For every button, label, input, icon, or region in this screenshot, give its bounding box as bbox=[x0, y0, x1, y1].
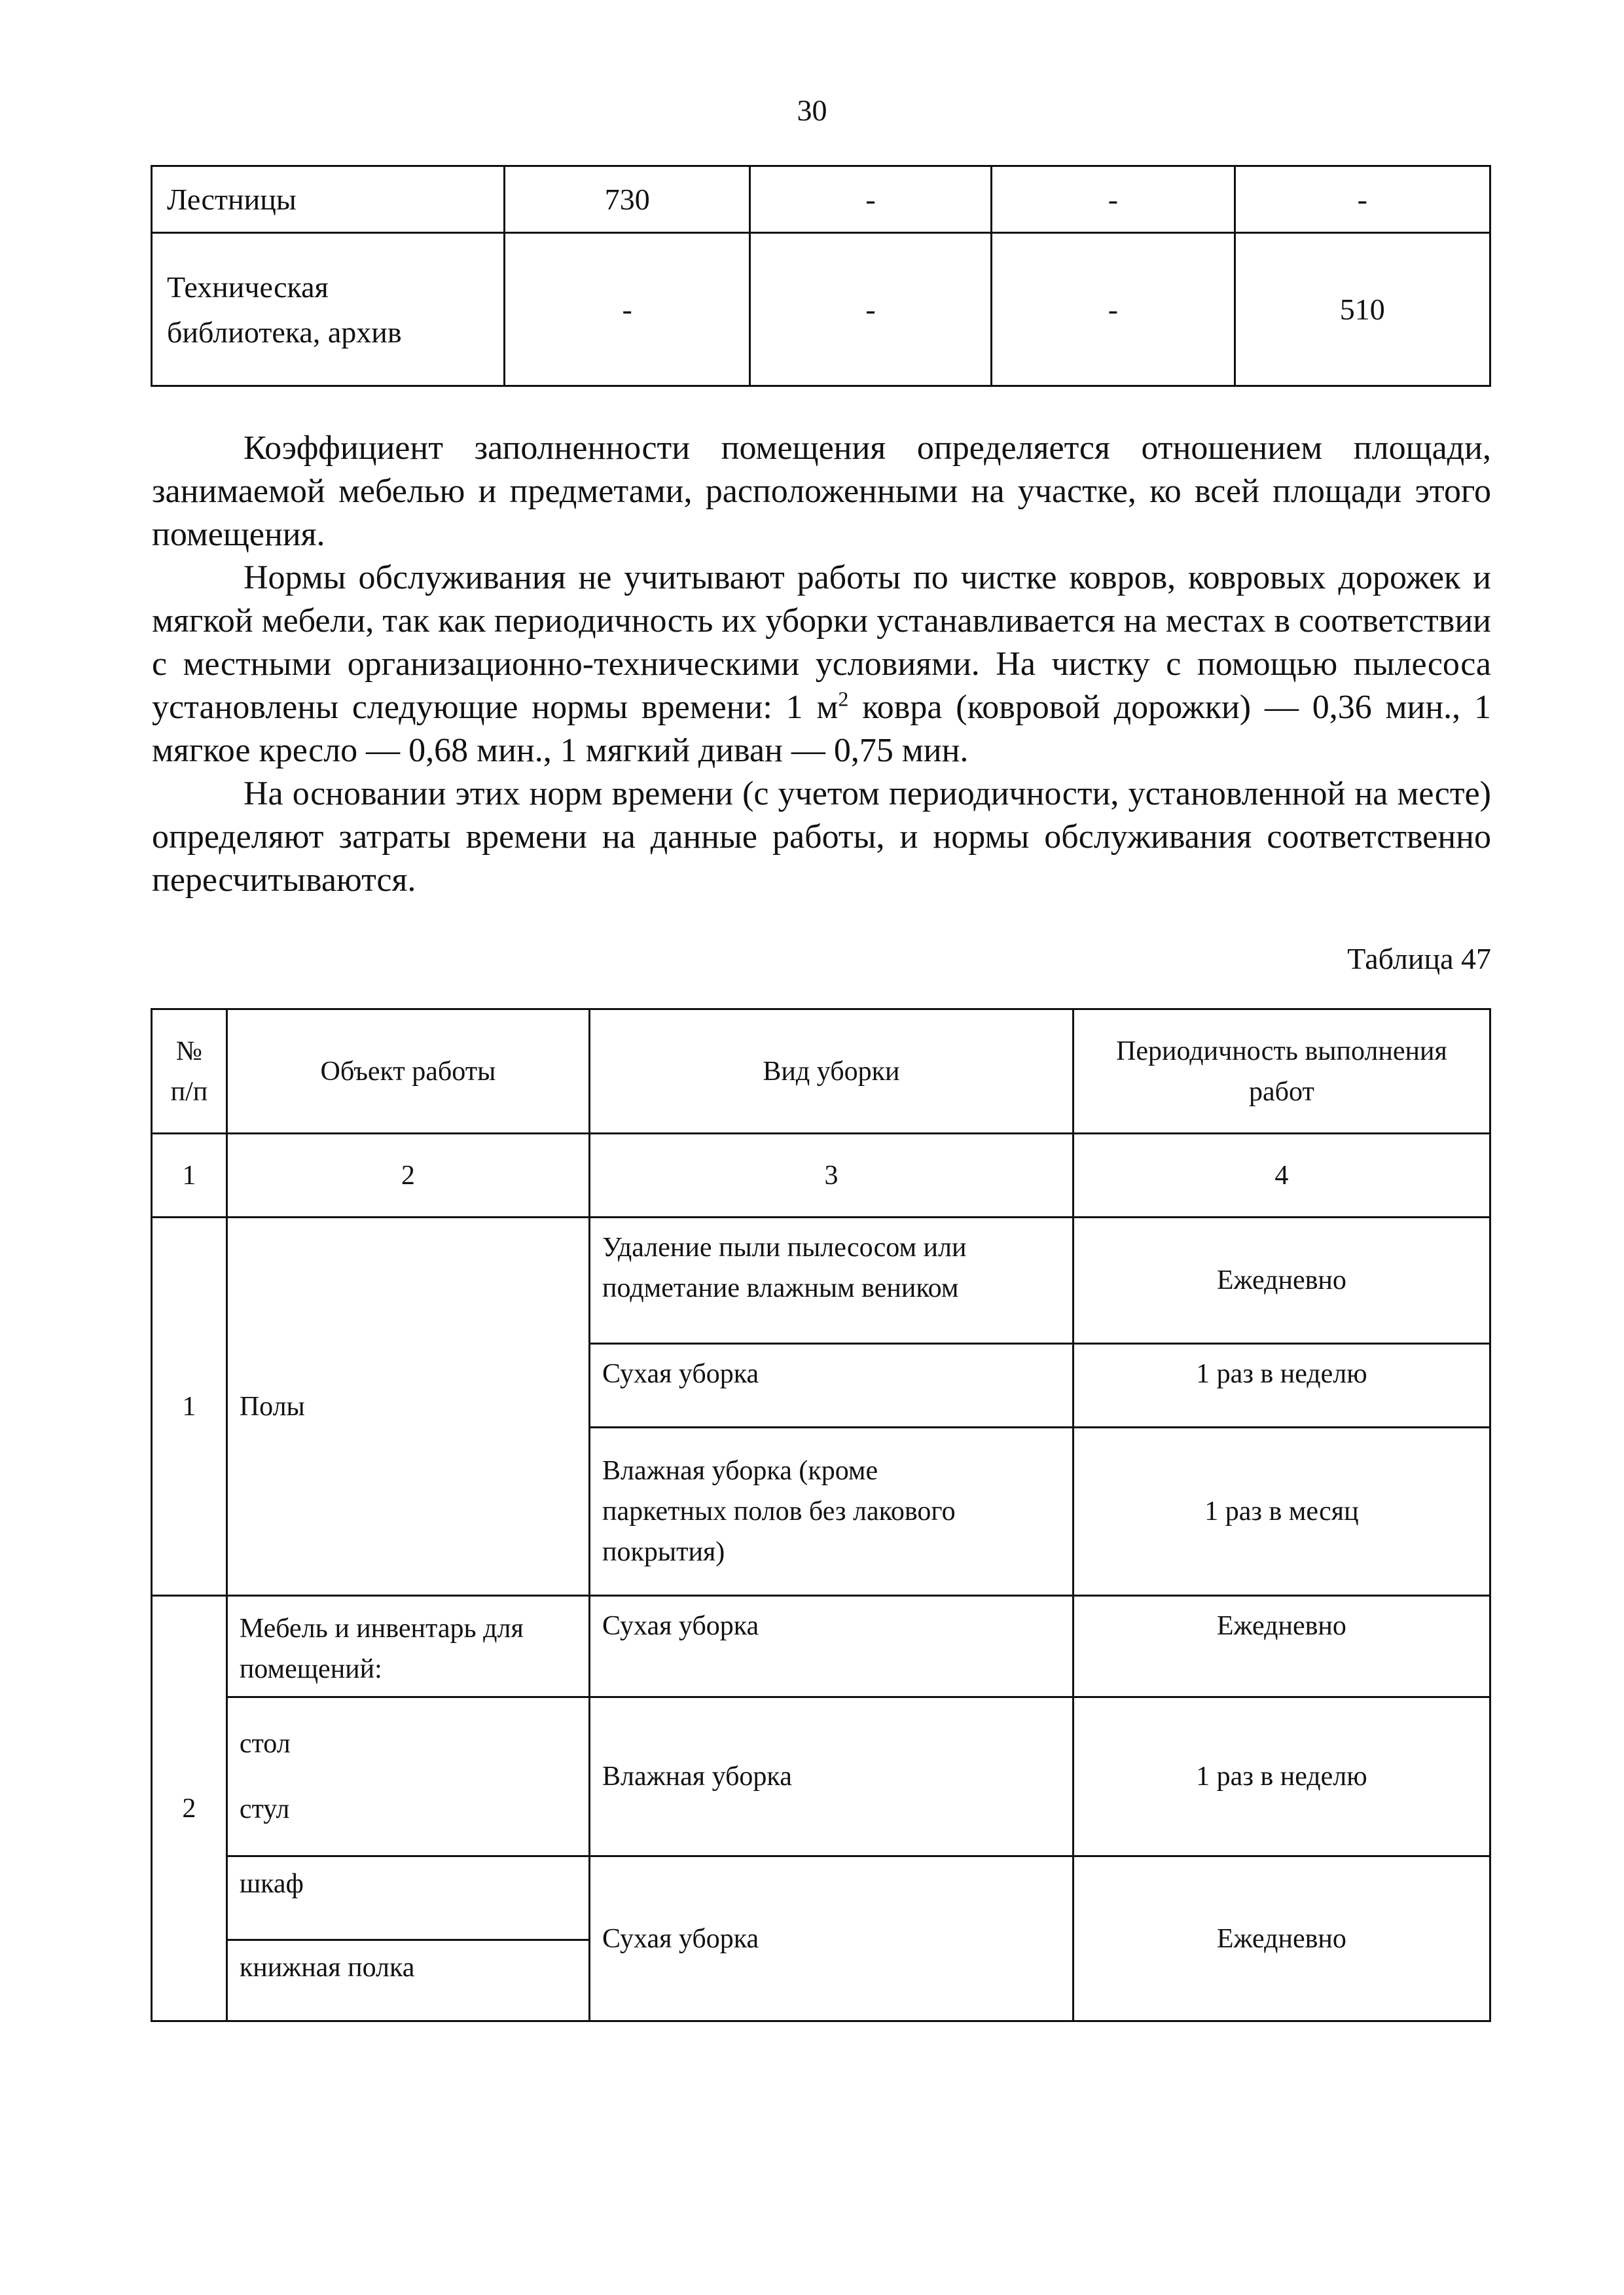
row-number: 1 bbox=[152, 1218, 227, 1596]
work-object: Мебель и инвентарь для помещений: bbox=[226, 1596, 589, 1697]
cell-value: 730 bbox=[505, 166, 749, 233]
object-item: шкаф bbox=[226, 1856, 589, 1940]
periodicity: 1 раз в месяц bbox=[1073, 1428, 1490, 1596]
cleaning-type: Удаление пыли пылесосом или подметание влажным веником bbox=[590, 1218, 1074, 1344]
column-number-row bbox=[152, 1134, 1490, 1218]
cleaning-type: Сухая уборка bbox=[590, 1344, 1074, 1428]
object-item: стол bbox=[239, 1729, 291, 1759]
periodicity: Ежедневно bbox=[1073, 1218, 1490, 1344]
row-number: 2 bbox=[152, 1596, 227, 2021]
cell-value: 510 bbox=[1235, 233, 1490, 386]
cleaning-type: Сухая уборка bbox=[590, 1856, 1074, 2021]
table-row bbox=[152, 1218, 1490, 1344]
table-caption: Таблица 47 bbox=[1347, 942, 1491, 975]
cleaning-type: Влажная уборка (кроме паркетных полов без лакового покрытия) bbox=[590, 1428, 1074, 1596]
periodicity: 1 раз в неделю bbox=[1073, 1697, 1490, 1856]
periodicity: 1 раз в неделю bbox=[1073, 1344, 1490, 1428]
periodicity: Ежедневно bbox=[1073, 1596, 1490, 1697]
column-number: 1 bbox=[152, 1134, 227, 1218]
object-item: книжная полка bbox=[226, 1940, 589, 2021]
cell-value: - bbox=[749, 233, 991, 386]
column-number: 4 bbox=[1073, 1134, 1490, 1218]
cleaning-type: Сухая уборка bbox=[590, 1596, 1074, 1697]
paragraph: Нормы обслуживания не учитывают работы по чистке ковров, ковровых дорожек и мягкой мебели, так как периодичность их уборки устанавливается на местах в соответствии с местными организационно-техническими условиями. На чистку с помощью пылесоса установлены следующие нормы времени: 1 $м^2$ ковра (ковровой дорожки) — 0,36 мин., 1 мягкое кресло — 0,68 мин., 1 мягкий диван — 0,75 мин. bbox=[152, 559, 1491, 769]
table-row bbox=[152, 1856, 1490, 1940]
table-row bbox=[152, 166, 1490, 233]
column-number: 2 bbox=[226, 1134, 589, 1218]
header-number: № п/п bbox=[152, 1009, 227, 1134]
periodicity: Ежедневно bbox=[1073, 1856, 1490, 2021]
cell-value: - bbox=[992, 233, 1235, 386]
cleaning-type: Влажная уборка bbox=[590, 1697, 1074, 1856]
paragraph: На основании этих норм времени (с учетом периодичности, установленной на месте) определяют затраты времени на данные работы, и нормы обслуживания соответственно пересчитываются. bbox=[152, 775, 1491, 899]
header-period: Периодичность выполнения работ bbox=[1073, 1009, 1490, 1134]
top-table bbox=[151, 165, 1491, 387]
table-header-row bbox=[152, 1009, 1490, 1134]
table-row bbox=[152, 233, 1490, 386]
table-row bbox=[152, 1697, 1490, 1856]
header-object: Объект работы bbox=[226, 1009, 589, 1134]
cell-value: - bbox=[749, 166, 991, 233]
row-label: Техническая библиотека, архив bbox=[152, 233, 505, 386]
cell-value: - bbox=[992, 166, 1235, 233]
table-47 bbox=[151, 1008, 1491, 2022]
cell-value: - bbox=[505, 233, 749, 386]
header-type: Вид уборки bbox=[590, 1009, 1074, 1134]
body-text bbox=[152, 427, 1491, 902]
row-label: Лестницы bbox=[152, 166, 505, 233]
work-object: Полы bbox=[226, 1218, 589, 1596]
object-item: стул bbox=[239, 1794, 290, 1824]
paragraph: Коэффициент заполненности помещения определяется отношением площади, занимаемой мебелью и предметами, расположенными на участке, ко всей площади этого помещения. bbox=[152, 429, 1491, 553]
page-number: 30 bbox=[797, 94, 827, 127]
cell-value: - bbox=[1235, 166, 1490, 233]
column-number: 3 bbox=[590, 1134, 1074, 1218]
table-row bbox=[152, 1596, 1490, 1697]
work-object-items bbox=[226, 1697, 589, 1856]
